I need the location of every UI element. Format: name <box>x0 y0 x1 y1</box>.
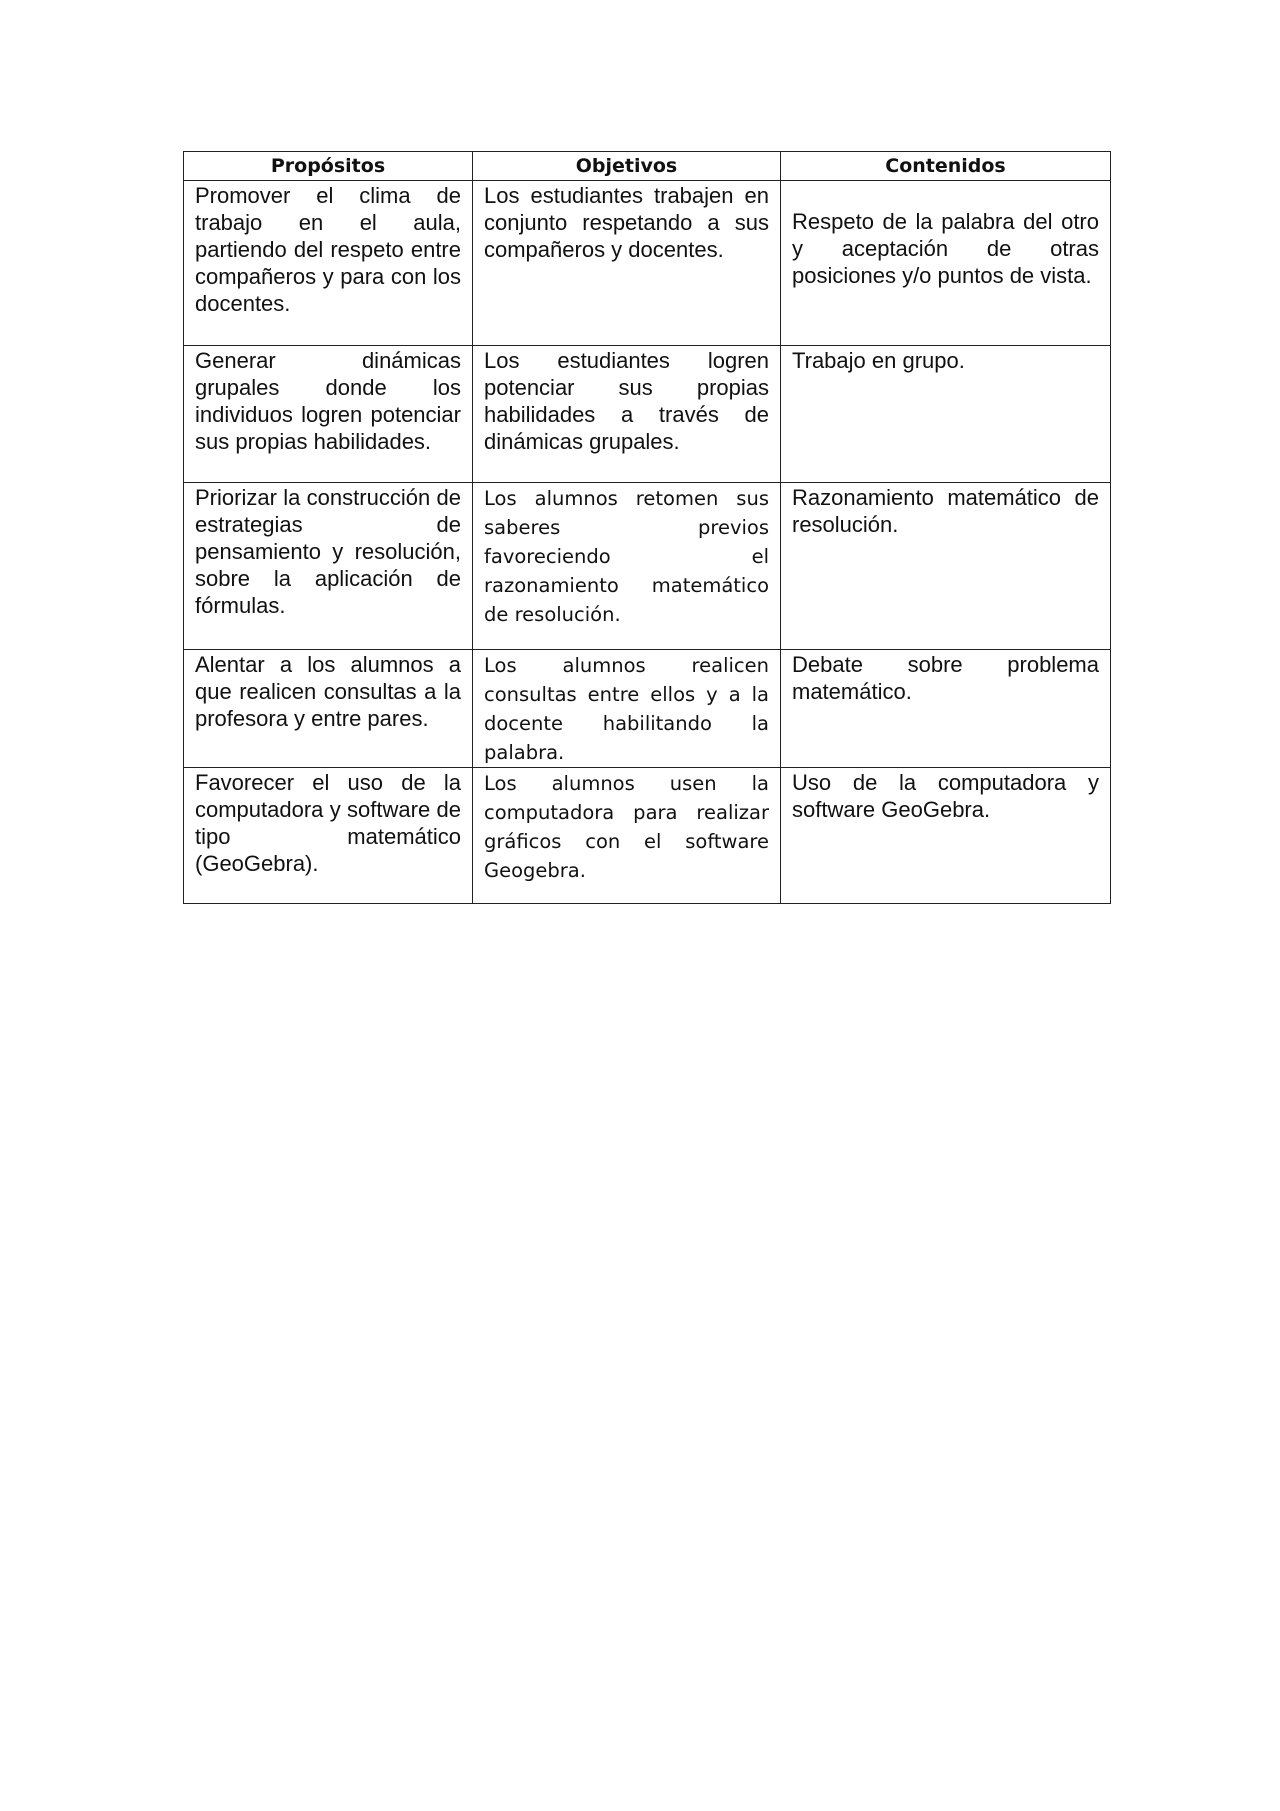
header-propositos: Propósitos <box>184 152 473 181</box>
cell-objetivos: Los alumnos realicen consultas entre ellos y a la docente habilitando la palabra. <box>473 650 781 768</box>
cell-propositos: Favorecer el uso de la computadora y software de tipo matemático (GeoGebra). <box>184 768 473 904</box>
planning-table <box>183 151 1111 904</box>
cell-objetivos: Los alumnos retomen sus saberes previos favoreciendo el razonamiento matemático de resolución. <box>473 483 781 650</box>
table-row <box>184 650 1111 768</box>
cell-propositos: Generar dinámicas grupales donde los individuos logren potenciar sus propias habilidades. <box>184 346 473 483</box>
table-row <box>184 768 1111 904</box>
cell-objetivos: Los estudiantes trabajen en conjunto respetando a sus compañeros y docentes. <box>473 181 781 346</box>
cell-contenidos: Trabajo en grupo. <box>781 346 1111 483</box>
table-row <box>184 346 1111 483</box>
cell-propositos: Promover el clima de trabajo en el aula, partiendo del respeto entre compañeros y para con los docentes. <box>184 181 473 346</box>
table-row <box>184 483 1111 650</box>
cell-objetivos: Los alumnos usen la computadora para realizar gráficos con el software Geogebra. <box>473 768 781 904</box>
cell-contenidos: Uso de la computadora y software GeoGebra. <box>781 768 1111 904</box>
cell-objetivos: Los estudiantes logren potenciar sus propias habilidades a través de dinámicas grupales. <box>473 346 781 483</box>
cell-contenidos: Respeto de la palabra del otro y aceptación de otras posiciones y/o puntos de vista. <box>781 181 1111 346</box>
cell-contenidos: Razonamiento matemático de resolución. <box>781 483 1111 650</box>
table-row <box>184 181 1111 346</box>
cell-propositos: Alentar a los alumnos a que realicen consultas a la profesora y entre pares. <box>184 650 473 768</box>
header-contenidos: Contenidos <box>781 152 1111 181</box>
table-header-row <box>184 152 1111 181</box>
header-objetivos: Objetivos <box>473 152 781 181</box>
cell-propositos: Priorizar la construcción de estrategias de pensamiento y resolución, sobre la aplicación de fórmulas. <box>184 483 473 650</box>
cell-contenidos: Debate sobre problema matemático. <box>781 650 1111 768</box>
